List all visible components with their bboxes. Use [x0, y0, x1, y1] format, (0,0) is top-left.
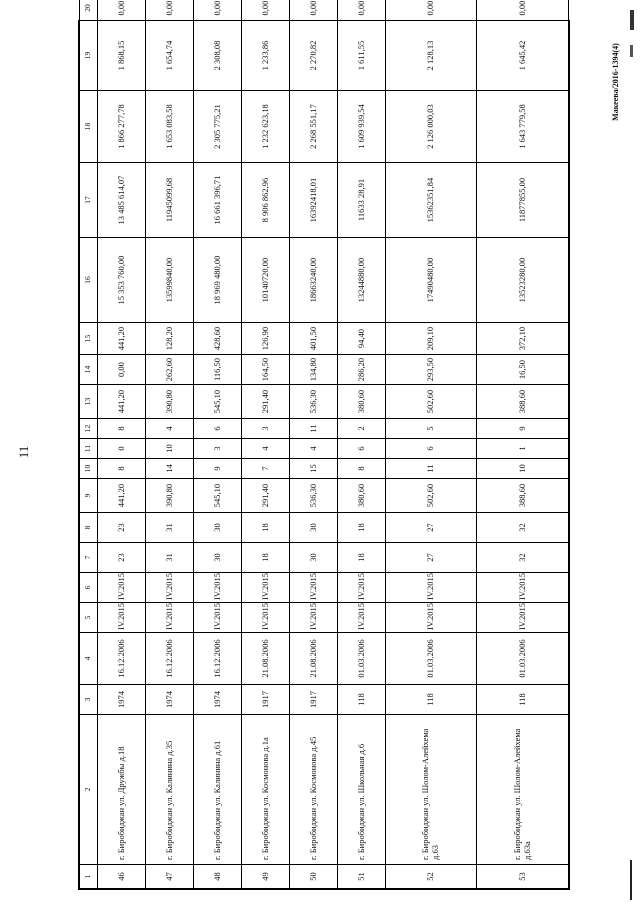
address-cell: г. Биробиджан ул. Шолом-Алейхема д.63а [477, 715, 569, 865]
table-cell: 18 [241, 513, 289, 543]
page-number: 11 [16, 445, 31, 459]
table-cell: 32 [477, 543, 569, 573]
table-cell: 52 [385, 865, 477, 889]
table-cell: 7 [241, 459, 289, 479]
column-number-cell: 1 [80, 865, 98, 889]
table-cell: 49 [241, 865, 289, 889]
table-cell: 01.03.2006 [385, 633, 477, 685]
table-cell: 11633 28,91 [337, 163, 385, 238]
table-cell: 17490480,00 [385, 238, 477, 323]
table-cell: 6 [385, 439, 477, 459]
table-cell: 8 [337, 459, 385, 479]
column-number-cell: 6 [80, 573, 98, 603]
table-cell: 01.03.2006 [337, 633, 385, 685]
table-cell: IV.2015 [477, 603, 569, 633]
table-cell: 6 [193, 419, 241, 439]
table-cell: 13 485 614,07 [98, 163, 146, 238]
table-cell: 1 [477, 439, 569, 459]
table-cell: 13523280,00 [477, 238, 569, 323]
housing-program-table [79, 0, 569, 889]
table-cell: 293,50 [385, 355, 477, 385]
table-cell: 1974 [145, 685, 193, 715]
table-cell: 1 654,74 [145, 21, 193, 91]
table-cell: 8 [98, 459, 146, 479]
table-cell: 11945099,68 [145, 163, 193, 238]
column-number-cell: 18 [80, 91, 98, 163]
table-cell: 1 868,15 [98, 21, 146, 91]
table-cell: 164,50 [241, 355, 289, 385]
table-cell: 10 [477, 459, 569, 479]
column-number-cell: 4 [80, 633, 98, 685]
table-cell: 13599840,00 [145, 238, 193, 323]
address-cell: г. Биробиджан ул. Космонова д.45 [289, 715, 337, 865]
table-cell: 5 [385, 419, 477, 439]
table-cell: 118 [337, 685, 385, 715]
table-cell: 16.12.2006 [145, 633, 193, 685]
table-cell: 18 [337, 543, 385, 573]
table-cell: 21.08.2006 [289, 633, 337, 685]
table-cell: 10 [145, 439, 193, 459]
address-cell: г. Биробиджан ул. Космонова д.1а [241, 715, 289, 865]
table-row [477, 0, 569, 889]
table-cell: 94,40 [337, 323, 385, 355]
table-cell: 9 [477, 419, 569, 439]
table-cell: 1 609 939,54 [337, 91, 385, 163]
table-cell: 10140720,00 [241, 238, 289, 323]
rotated-table-container [79, 0, 569, 889]
column-number-cell: 12 [80, 419, 98, 439]
table-cell: 1974 [98, 685, 146, 715]
table-cell: 401,50 [289, 323, 337, 355]
table-cell: 13244880,00 [337, 238, 385, 323]
table-cell: 0,00 [289, 0, 337, 21]
table-cell: IV.2015 [477, 573, 569, 603]
table-cell: IV.2015 [337, 603, 385, 633]
table-row [289, 0, 337, 889]
table-row [385, 0, 477, 889]
table-cell: 545,10 [193, 385, 241, 419]
table-cell: 32 [477, 513, 569, 543]
table-cell: IV.2015 [385, 573, 477, 603]
table-row [241, 0, 289, 889]
table-cell: 1 645,42 [477, 21, 569, 91]
table-cell: 8 906 862,96 [241, 163, 289, 238]
table-cell: 3 [193, 439, 241, 459]
table-cell: 388,60 [477, 385, 569, 419]
table-cell: 11 [385, 459, 477, 479]
table-cell: 21.08.2006 [241, 633, 289, 685]
column-number-cell: 20 [80, 0, 98, 21]
table-cell: 6 [337, 439, 385, 459]
table-cell: 01.03.2006 [477, 633, 569, 685]
table-cell: 30 [193, 513, 241, 543]
table-cell: 3 [241, 419, 289, 439]
table-row [98, 0, 146, 889]
table-cell: IV.2015 [337, 573, 385, 603]
column-number-cell: 16 [80, 238, 98, 323]
table-cell: 0,00 [98, 0, 146, 21]
column-number-cell: 17 [80, 163, 98, 238]
table-cell: 27 [385, 513, 477, 543]
table-cell: 2 305 775,21 [193, 91, 241, 163]
table-cell: 9 [193, 459, 241, 479]
table-cell: IV.2015 [241, 573, 289, 603]
table-cell: 16,50 [477, 355, 569, 385]
table-cell: 4 [241, 439, 289, 459]
address-cell: г. Биробиджан ул. Дружбы д.18 [98, 715, 146, 865]
table-cell: 502,60 [385, 479, 477, 513]
table-cell: 11 [289, 419, 337, 439]
table-cell: 30 [289, 543, 337, 573]
scan-edge-mark [630, 45, 633, 57]
column-number-cell: 19 [80, 21, 98, 91]
table-cell: 14 [145, 459, 193, 479]
column-number-cell: 2 [80, 715, 98, 865]
table-cell: 1 233,86 [241, 21, 289, 91]
table-cell: 1 866 277,78 [98, 91, 146, 163]
table-cell: 16.12.2006 [98, 633, 146, 685]
table-cell: IV.2015 [193, 573, 241, 603]
table-cell: 390,80 [145, 479, 193, 513]
table-cell: 15 353 760,00 [98, 238, 146, 323]
table-cell: 18663240,00 [289, 238, 337, 323]
table-cell: 372,10 [477, 323, 569, 355]
table-cell: IV.2015 [193, 603, 241, 633]
column-number-cell: 8 [80, 513, 98, 543]
column-number-cell: 5 [80, 603, 98, 633]
table-cell: 2 [337, 419, 385, 439]
table-cell: 545,10 [193, 479, 241, 513]
table-cell: 15362351,84 [385, 163, 477, 238]
table-cell: 1 232 623,18 [241, 91, 289, 163]
table-cell: 16.12.2006 [193, 633, 241, 685]
table-cell: 4 [145, 419, 193, 439]
table-cell: 441,20 [98, 479, 146, 513]
table-row [145, 0, 193, 889]
table-cell: 31 [145, 543, 193, 573]
table-cell: 441,20 [98, 385, 146, 419]
document-code: Макеева/2016-1394(4) [611, 43, 620, 121]
table-cell: 134,80 [289, 355, 337, 385]
header-row [80, 0, 98, 889]
table-cell: 2 128,13 [385, 21, 477, 91]
table-cell: 0,00 [193, 0, 241, 21]
address-cell: г. Биробиджан ул. Калинина д.61 [193, 715, 241, 865]
table-cell: 1 643 779,58 [477, 91, 569, 163]
table-cell: 536,30 [289, 385, 337, 419]
table-cell: IV.2015 [98, 573, 146, 603]
column-number-cell: 11 [80, 439, 98, 459]
table-cell: 11877855,00 [477, 163, 569, 238]
table-row [193, 0, 241, 889]
table-cell: 46 [98, 865, 146, 889]
table-cell: 536,30 [289, 479, 337, 513]
table-cell: 126,90 [241, 323, 289, 355]
address-cell: г. Биробиджан ул. Шолом-Алейхема д.63 [385, 715, 477, 865]
scan-edge-mark [630, 860, 632, 900]
table-cell: 48 [193, 865, 241, 889]
table-cell: 209,10 [385, 323, 477, 355]
table-cell: 27 [385, 543, 477, 573]
table-cell: 291,40 [241, 385, 289, 419]
table-cell: 0,00 [98, 355, 146, 385]
table-cell: IV.2015 [289, 603, 337, 633]
column-number-cell: 10 [80, 459, 98, 479]
address-cell: г. Биробиджан ул. Калинина д.35 [145, 715, 193, 865]
table-cell: 30 [289, 513, 337, 543]
column-number-cell: 7 [80, 543, 98, 573]
column-number-cell: 9 [80, 479, 98, 513]
column-number-cell: 14 [80, 355, 98, 385]
table-cell: 0 [98, 439, 146, 459]
table-cell: 50 [289, 865, 337, 889]
table-cell: IV.2015 [145, 573, 193, 603]
table-cell: 118 [477, 685, 569, 715]
table-cell: 15 [289, 459, 337, 479]
table-cell: 1974 [193, 685, 241, 715]
table-cell: 1917 [289, 685, 337, 715]
column-number-cell: 13 [80, 385, 98, 419]
table-cell: 1 611,55 [337, 21, 385, 91]
table-cell: 16 661 396,71 [193, 163, 241, 238]
table-cell: IV.2015 [98, 603, 146, 633]
table-cell: 380,60 [337, 479, 385, 513]
scan-edge-mark [630, 10, 634, 30]
table-cell: 286,20 [337, 355, 385, 385]
column-number-cell: 3 [80, 685, 98, 715]
table-cell: 428,60 [193, 323, 241, 355]
table-cell: 16392418,01 [289, 163, 337, 238]
table-cell: IV.2015 [385, 603, 477, 633]
address-cell: г. Биробиджан ул. Школьная д.6 [337, 715, 385, 865]
table-cell: 2 270,82 [289, 21, 337, 91]
table-cell: 18 [241, 543, 289, 573]
table-cell: 0,00 [477, 0, 569, 21]
table-cell: 262,60 [145, 355, 193, 385]
table-cell: 23 [98, 513, 146, 543]
table-cell: 0,00 [385, 0, 477, 21]
table-cell: IV.2015 [289, 573, 337, 603]
table-cell: 30 [193, 543, 241, 573]
table-cell: 291,40 [241, 479, 289, 513]
table-cell: 118 [385, 685, 477, 715]
table-cell: 23 [98, 543, 146, 573]
column-number-cell: 15 [80, 323, 98, 355]
table-cell: IV.2015 [241, 603, 289, 633]
table-cell: 4 [289, 439, 337, 459]
table-cell: 390,80 [145, 385, 193, 419]
table-cell: 1917 [241, 685, 289, 715]
table-cell: 2 268 551,17 [289, 91, 337, 163]
table-cell: 2 308,08 [193, 21, 241, 91]
table-cell: 0,00 [337, 0, 385, 21]
table-cell: 388,60 [477, 479, 569, 513]
table-cell: 18 [337, 513, 385, 543]
table-cell: 0,00 [145, 0, 193, 21]
table-cell: 128,20 [145, 323, 193, 355]
table-cell: 502,60 [385, 385, 477, 419]
table-cell: 18 969 480,00 [193, 238, 241, 323]
table-cell: 2 126 000,03 [385, 91, 477, 163]
table-row [337, 0, 385, 889]
table-cell: 31 [145, 513, 193, 543]
table-cell: 1 653 083,58 [145, 91, 193, 163]
table-cell: IV.2015 [145, 603, 193, 633]
table-cell: 380,60 [337, 385, 385, 419]
table-frame [78, 0, 570, 890]
table-cell: 53 [477, 865, 569, 889]
table-cell: 8 [98, 419, 146, 439]
table-cell: 47 [145, 865, 193, 889]
table-cell: 116,50 [193, 355, 241, 385]
table-cell: 51 [337, 865, 385, 889]
table-cell: 441,20 [98, 323, 146, 355]
table-cell: 0,00 [241, 0, 289, 21]
